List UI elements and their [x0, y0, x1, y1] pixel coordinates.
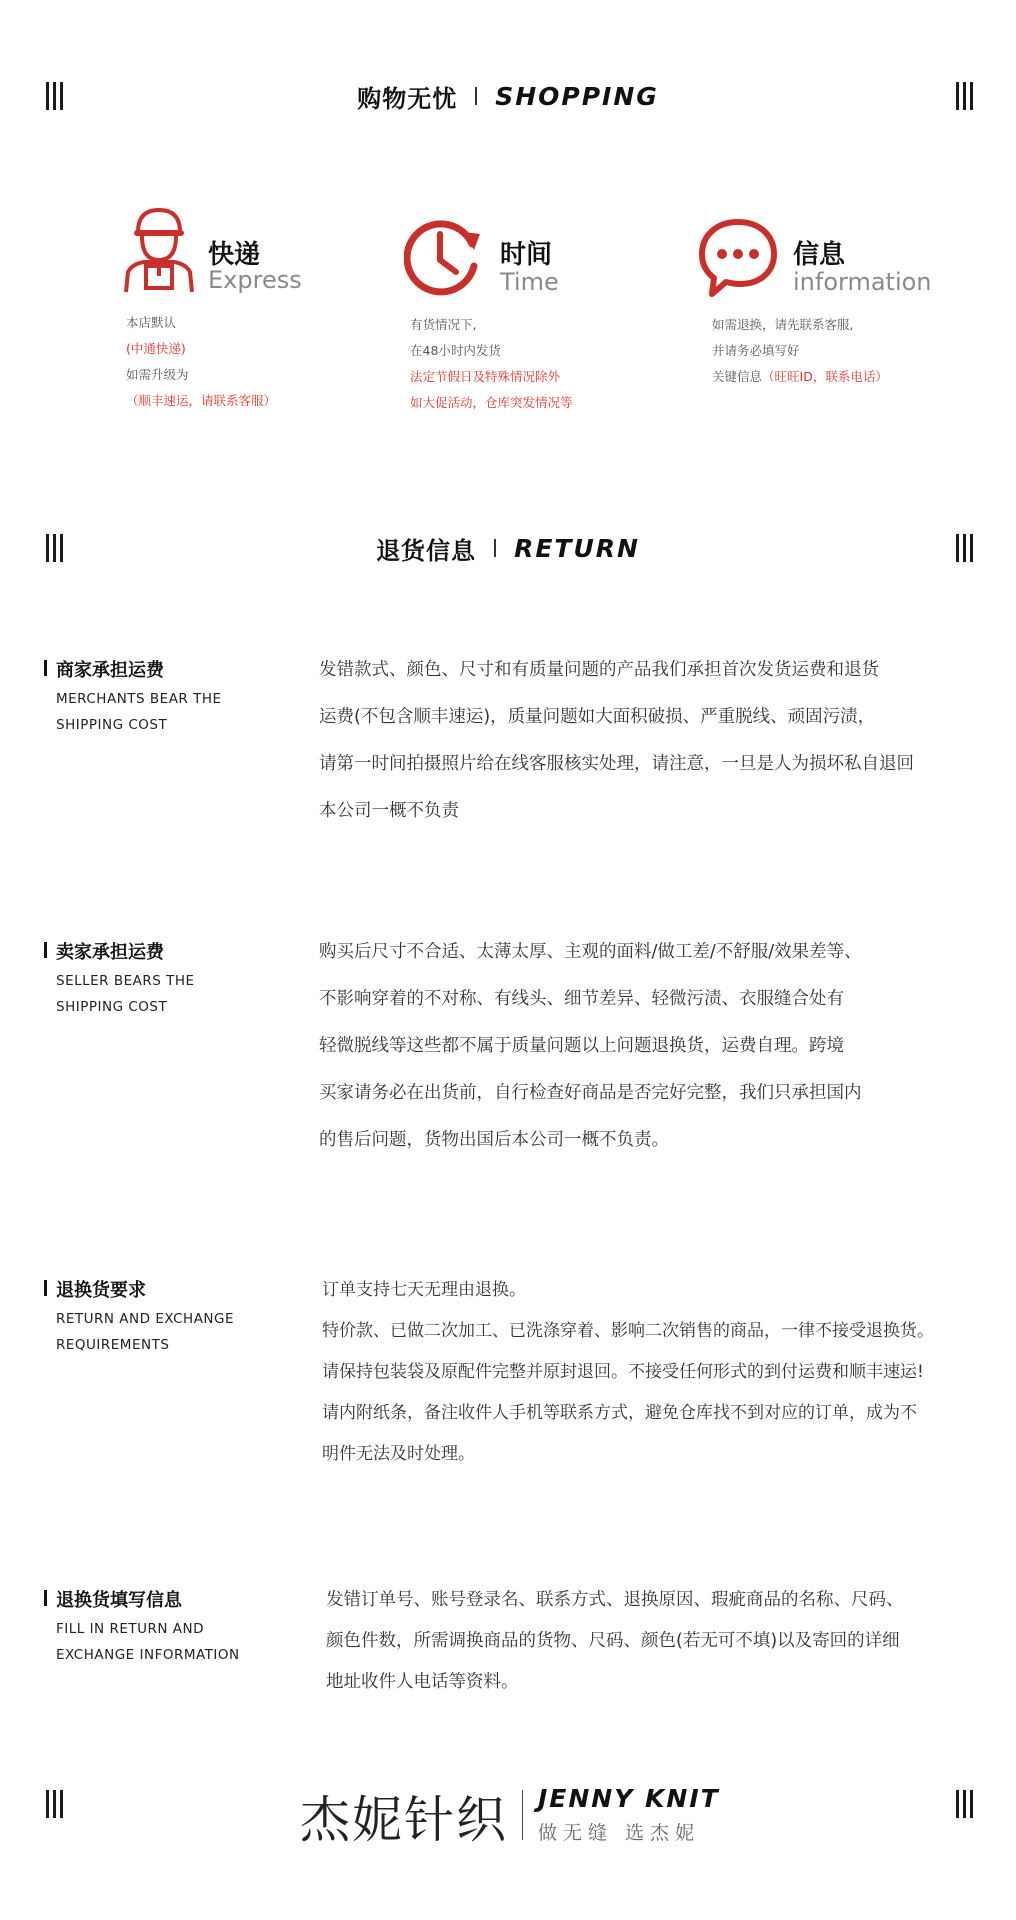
- time-title-cn: 时间: [500, 240, 553, 270]
- chat-bubble-icon: [698, 218, 778, 302]
- time-info-lines: [410, 312, 573, 416]
- merchant-label-cn: 商家承担运费: [44, 656, 222, 682]
- fill-label-cn: 退换货填写信息: [44, 1586, 240, 1612]
- seller-text: [319, 938, 862, 1173]
- fill-label: [44, 1586, 240, 1668]
- merchant-text: [319, 656, 914, 844]
- brand-slogan: 做无缝 选杰妮: [538, 1822, 701, 1844]
- fill-label-en-line: EXCHANGE INFORMATION: [56, 1647, 240, 1663]
- heading-divider: [475, 87, 477, 105]
- clock-icon: [404, 218, 484, 300]
- fill-text: [326, 1586, 904, 1709]
- return-title-cn: 退货信息: [376, 536, 477, 565]
- merchant-text-line: 请第一时间拍摄照片给在线客服核实处理，请注意，一旦是人为损坏私自退回: [319, 754, 914, 774]
- triple-bar-icon: [954, 1790, 976, 1818]
- shopping-title-en: SHOPPING: [495, 81, 659, 111]
- brand-divider: [522, 1790, 523, 1840]
- express-line: （顺丰速运，请联系客服）: [126, 393, 277, 408]
- express-line: 如需升级为: [126, 367, 189, 382]
- express-title-en: Express: [208, 266, 302, 294]
- merchant-label-en-line: MERCHANTS BEAR THE: [56, 691, 222, 707]
- express-title-cn: 快递: [208, 240, 261, 270]
- seller-text-line: 买家请务必在出货前，自行检查好商品是否完好完整，我们只承担国内: [319, 1083, 862, 1103]
- information-line-highlight: （旺旺ID，联系电话）: [762, 369, 888, 384]
- merchant-text-line: 本公司一概不负责: [319, 801, 459, 821]
- time-line: 有货情况下,: [410, 317, 477, 332]
- seller-label: [44, 938, 195, 1020]
- merchant-label-en: [44, 686, 222, 738]
- seller-text-line: 不影响穿着的不对称、有线头、细节差异、轻微污渍、衣服缝合处有: [319, 989, 844, 1009]
- requirements-text: [322, 1276, 934, 1481]
- requirements-text-line: 特价款、已做二次加工、已洗涤穿着、影响二次销售的商品，一律不接受退换货。: [322, 1321, 934, 1341]
- requirements-label-en-line: REQUIREMENTS: [56, 1337, 170, 1353]
- requirements-text-line: 请内附纸条，备注收件人手机等联系方式，避免仓库找不到对应的订单，成为不: [322, 1403, 917, 1423]
- seller-text-line: 购买后尺寸不合适、太薄太厚、主观的面料/做工差/不舒服/效果差等、: [319, 942, 862, 962]
- time-line: 在48小时内发货: [410, 343, 501, 358]
- requirements-text-line: 订单支持七天无理由退换。: [322, 1280, 526, 1300]
- time-line: 如大促活动，仓库突发情况等: [410, 395, 573, 410]
- seller-label-en-line: SHIPPING COST: [56, 999, 168, 1015]
- merchant-text-line: 发错款式、颜色、尺寸和有质量问题的产品我们承担首次发货运费和退货: [319, 660, 879, 680]
- seller-label-cn: 卖家承担运费: [44, 938, 195, 964]
- requirements-text-line: 请保持包装袋及原配件完整并原封退回。不接受任何形式的到付运费和顺丰速运!: [322, 1362, 924, 1382]
- express-line: (中通快递): [126, 341, 186, 356]
- fill-text-line: 地址收件人电话等资料。: [326, 1672, 519, 1692]
- triple-bar-icon: [44, 1790, 66, 1818]
- seller-text-line: 轻微脱线等这些都不属于质量问题以上问题退换货，运费自理。跨境: [319, 1036, 844, 1056]
- delivery-person-icon: [120, 206, 198, 300]
- fill-text-line: 发错订单号、账号登录名、联系方式、退换原因、瑕疵商品的名称、尺码、: [326, 1590, 904, 1610]
- express-info-lines: [126, 310, 276, 414]
- return-title-en: RETURN: [514, 533, 640, 563]
- brand-name-en: JENNY KNIT: [538, 1784, 720, 1813]
- information-title-en: information: [793, 268, 932, 296]
- requirements-label: [44, 1276, 234, 1358]
- information-line: 如需退换，请先联系客服,: [712, 317, 854, 332]
- return-heading: [0, 528, 1016, 568]
- shopping-title-cn: 购物无忧: [357, 84, 458, 113]
- express-line: 本店默认: [126, 315, 177, 330]
- requirements-label-en-line: RETURN AND EXCHANGE: [56, 1311, 235, 1327]
- time-line: 法定节假日及特殊情况除外: [410, 369, 561, 384]
- shopping-heading: [0, 76, 1016, 116]
- information-line: [712, 364, 888, 390]
- merchant-text-line: 运费(不包含顺丰速运)，质量问题如大面积破损、严重脱线、顽固污渍，: [319, 707, 876, 727]
- merchant-label-en-line: SHIPPING COST: [56, 717, 168, 733]
- requirements-label-en: [44, 1306, 234, 1358]
- heading-divider: [494, 539, 496, 557]
- fill-label-en: [44, 1616, 240, 1668]
- information-title-cn: 信息: [793, 240, 846, 270]
- time-title-en: Time: [500, 268, 559, 296]
- merchant-label: [44, 656, 222, 738]
- seller-text-line: 的售后问题，货物出国后本公司一概不负责。: [319, 1130, 669, 1150]
- seller-label-en-line: SELLER BEARS THE: [56, 973, 195, 989]
- information-info-lines: [712, 312, 888, 390]
- requirements-text-line: 明件无法及时处理。: [322, 1444, 475, 1464]
- fill-label-en-line: FILL IN RETURN AND: [56, 1621, 204, 1637]
- seller-label-en: [44, 968, 195, 1020]
- information-line: 并请务必填写好: [712, 343, 800, 358]
- requirements-label-cn: 退换货要求: [44, 1276, 234, 1302]
- information-line-prefix: 关键信息: [712, 369, 763, 384]
- fill-text-line: 颜色件数，所需调换商品的货物、尺码、颜色(若无可不填)以及寄回的详细: [326, 1631, 900, 1651]
- brand-name-cn: 杰妮针织: [300, 1791, 508, 1849]
